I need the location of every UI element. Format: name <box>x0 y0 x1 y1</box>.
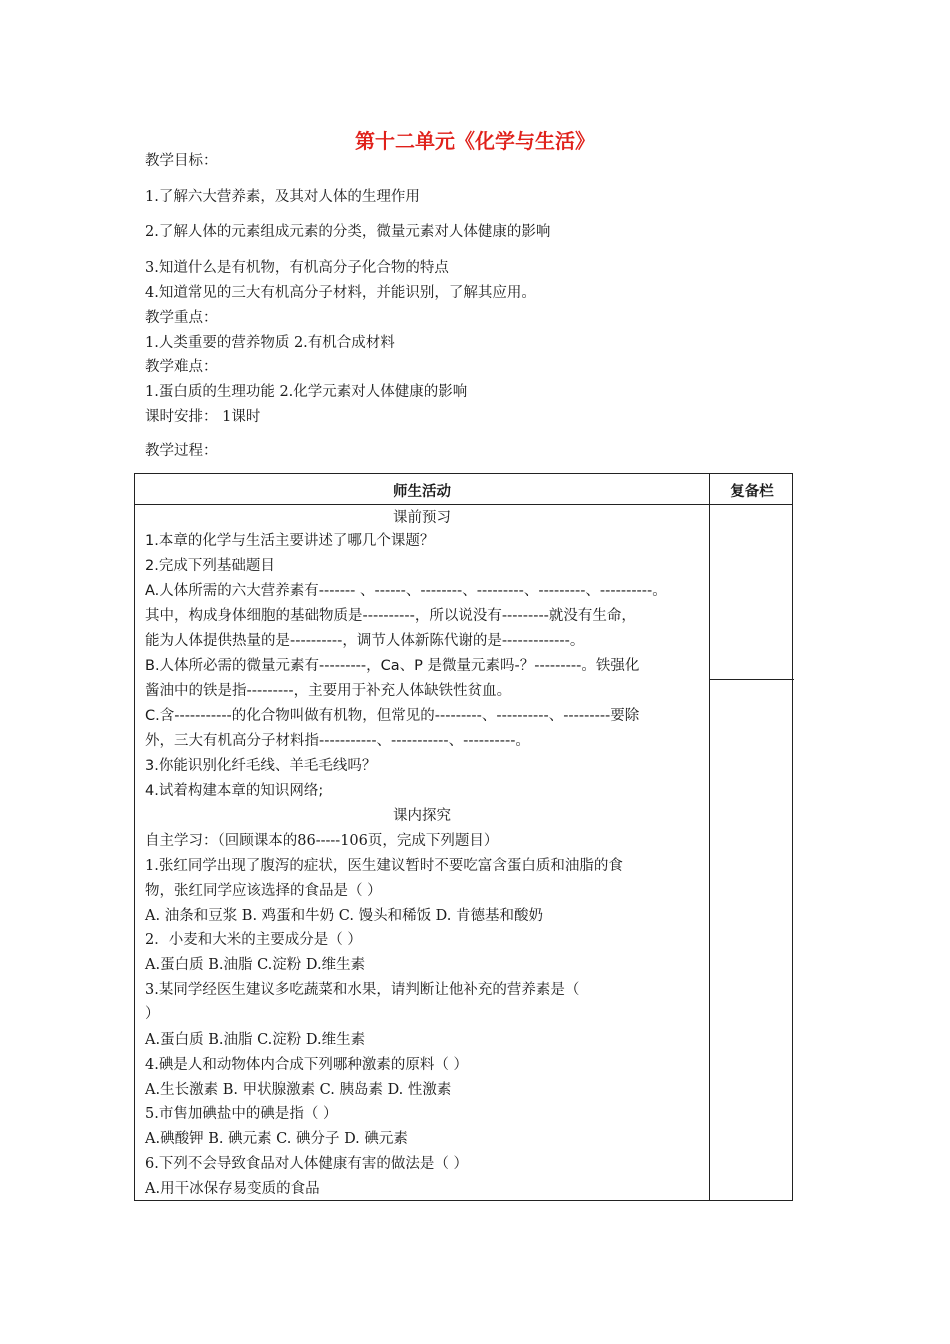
explore-line: 2．小麦和大米的主要成分是（ ） <box>145 932 362 948</box>
column-header-activity: 师生活动 <box>393 484 451 500</box>
header-divider <box>135 504 792 505</box>
explore-line: 1.张红同学出现了腹泻的症状，医生建议暂时不要吃富含蛋白质和油脂的食 <box>145 858 623 874</box>
preview-line: 酱油中的铁是指---------，主要用于补充人体缺铁性贫血。 <box>145 683 512 699</box>
preview-line: 能为人体提供热量的是----------，调节人体新陈代谢的是-------------。 <box>145 633 585 649</box>
explore-line: A.蛋白质 B.油脂 C.淀粉 D.维生素 <box>145 957 366 973</box>
preview-line: C.含-----------的化合物叫做有机物，但常见的---------、----------、---------要除 <box>145 708 640 724</box>
preview-line: A.人体所需的六大营养素有------- 、------、--------、---------、---------、----------。 <box>145 583 667 599</box>
explore-line: 自主学习：（回顾课本的86-----106页，完成下列题目） <box>145 833 499 849</box>
preview-line: 1.本章的化学与生活主要讲述了哪几个课题？ <box>145 533 435 549</box>
explore-line: A.生长激素 B. 甲状腺激素 C. 胰岛素 D. 性激素 <box>145 1082 452 1098</box>
preview-line: 2.完成下列基础题目 <box>145 558 275 574</box>
explore-line: A.用干冰保存易变质的食品 <box>145 1181 320 1197</box>
key-points: 1.人类重要的营养物质 2.有机合成材料 <box>145 335 395 351</box>
process-heading: 教学过程： <box>145 443 218 459</box>
objective-1: 1.了解六大营养素，及其对人体的生理作用 <box>145 189 420 205</box>
objective-3: 3.知道什么是有机物，有机高分子化合物的特点 <box>145 260 449 276</box>
explore-line: 3.某同学经医生建议多吃蔬菜和水果，请判断让他补充的营养素是（ <box>145 982 580 998</box>
explore-line: A.蛋白质 B.油脂 C.淀粉 D.维生素 <box>145 1032 366 1048</box>
preview-line: 外，三大有机高分子材料指-----------、-----------、----------。 <box>145 733 530 749</box>
explore-heading: 课内探究 <box>393 808 451 824</box>
explore-line: 物，张红同学应该选择的食品是（ ） <box>145 883 382 899</box>
objective-2: 2.了解人体的元素组成元素的分类，微量元素对人体健康的影响 <box>145 224 551 240</box>
preview-line: B.人体所必需的微量元素有---------，Ca、P 是微量元素吗-？---------。铁强化 <box>145 658 640 674</box>
preview-line: 3.你能识别化纤毛线、羊毛毛线吗？ <box>145 758 377 774</box>
key-points-heading: 教学重点： <box>145 310 218 326</box>
objectives-heading: 教学目标： <box>145 153 218 169</box>
explore-line: A. 油条和豆浆 B. 鸡蛋和牛奶 C. 馒头和稀饭 D. 肯德基和酸奶 <box>145 908 544 924</box>
lesson-table <box>134 473 793 1201</box>
column-header-notes: 复备栏 <box>730 484 774 500</box>
explore-line: 5.市售加碘盐中的碘是指（ ） <box>145 1106 338 1122</box>
explore-line: 6.下列不会导致食品对人体健康有害的做法是（ ） <box>145 1156 468 1172</box>
page-title: 第十二单元《化学与生活》 <box>355 129 595 153</box>
explore-line: 4.碘是人和动物体内合成下列哪种激素的原料（ ） <box>145 1057 468 1073</box>
explore-line: ） <box>145 1006 160 1022</box>
preview-line: 4.试着构建本章的知识网络; <box>145 783 324 799</box>
difficulties-heading: 教学难点： <box>145 359 218 375</box>
objective-4: 4.知道常见的三大有机高分子材料，并能识别，了解其应用。 <box>145 285 536 301</box>
preview-heading: 课前预习 <box>393 510 451 526</box>
difficulties: 1.蛋白质的生理功能 2.化学元素对人体健康的影响 <box>145 384 468 400</box>
notes-row-divider <box>710 679 794 680</box>
preview-line: 其中，构成身体细胞的基础物质是----------，所以说没有---------就没有生命， <box>145 608 636 624</box>
column-divider <box>709 474 710 1200</box>
schedule: 课时安排： 1课时 <box>145 409 261 425</box>
explore-line: A.碘酸钾 B. 碘元素 C. 碘分子 D. 碘元素 <box>145 1131 408 1147</box>
